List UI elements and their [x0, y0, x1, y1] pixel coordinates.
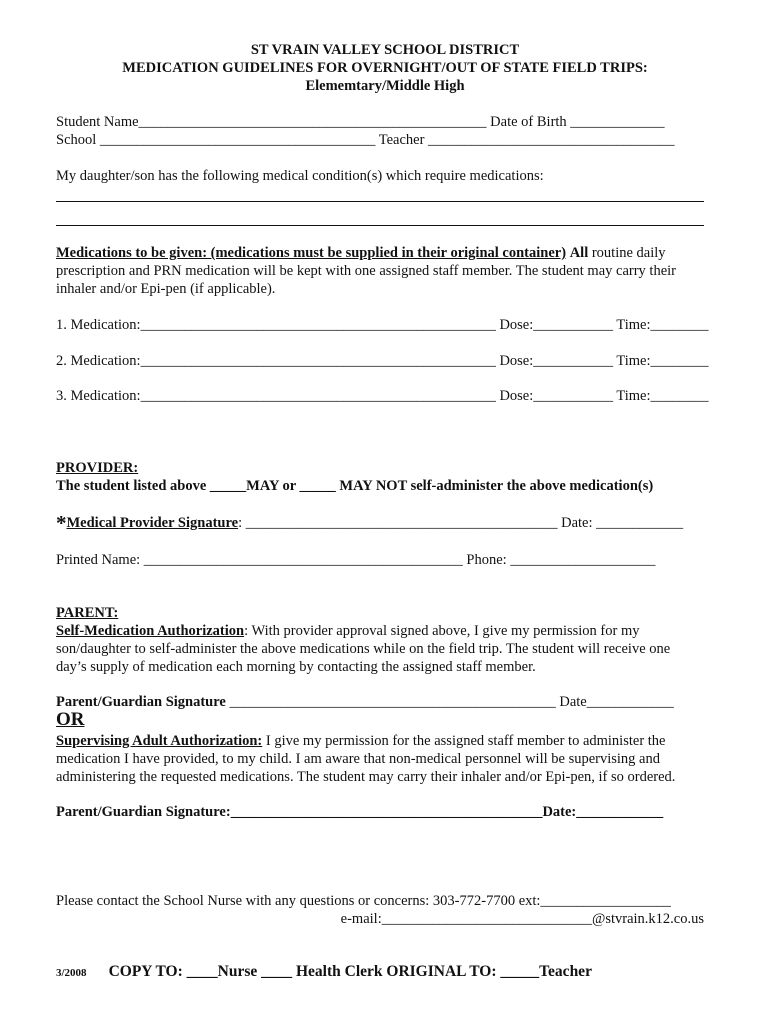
- medical-provider-signature-label: Medical Provider Signature: [66, 515, 239, 531]
- copy-distribution: COPY TO: ____Nurse ____ Health Clerk ORIGINAL TO: _____Teacher: [108, 963, 592, 980]
- medical-condition-prompt: My daughter/son has the following medical condition(s) which require medications:: [56, 168, 544, 184]
- parent-signature-rest-2: :___________________________________________Date:____________: [225, 804, 664, 820]
- medications-all: All: [569, 245, 589, 261]
- nurse-contact-line[interactable]: Please contact the School Nurse with any questions or concerns: 303-772-7700 ext:__________________: [56, 893, 671, 909]
- medication-row-3[interactable]: 3. Medication:_________________________________________________ Dose:___________ Time:________: [56, 388, 709, 404]
- supervising-adult-text: I give my permission for the assigned staff member to administer the medication I have provided, to my child. I am aware that non-medical personnel will be supervising and administering the requested medications. The student may carry their inhaler and/or Epi-pen, if so ordered.: [56, 733, 676, 785]
- footer-copy-line: [56, 963, 704, 982]
- parent-signature-field-2[interactable]: [56, 803, 704, 821]
- required-star: *: [56, 511, 67, 535]
- supervising-adult-authorization: [56, 732, 704, 786]
- nurse-email-line[interactable]: e-mail:_____________________________@stvrain.k12.co.us: [340, 911, 704, 927]
- medications-instructions: [56, 244, 704, 298]
- self-medication-label: Self-Medication Authorization: [56, 623, 245, 639]
- medications-rest: routine daily prescription and PRN medication will be kept with one assigned staff member. The student may carry their inhaler and/or Epi-pen (if applicable).: [56, 245, 676, 297]
- supervising-adult-label: Supervising Adult Authorization:: [56, 733, 263, 749]
- or-separator: [56, 711, 704, 730]
- student-name-dob-field[interactable]: Student Name________________________________________________ Date of Birth _____________: [56, 114, 665, 130]
- medication-row-1[interactable]: 1. Medication:_________________________________________________ Dose:___________ Time:________: [56, 317, 709, 333]
- medication-row-2[interactable]: 2. Medication:_________________________________________________ Dose:___________ Time:________: [56, 353, 709, 369]
- condition-line-1[interactable]: [56, 201, 704, 202]
- district-title: ST VRAIN VALLEY SCHOOL DISTRICT: [250, 42, 520, 58]
- form-subtitle: Elememtary/Middle High: [305, 78, 465, 94]
- parent-signature-field-1[interactable]: [56, 693, 704, 711]
- condition-line-2[interactable]: [56, 225, 704, 226]
- printed-name-phone-field[interactable]: Printed Name: ____________________________________________ Phone: ____________________: [56, 552, 656, 568]
- self-medication-text: : With provider approval signed above, I give my permission for my son/daughter to self-administer the above medications while on the field trip. The student will receive one day’s supply of medication each morning by contacting the assigned staff member.: [56, 623, 671, 675]
- parent-signature-label-2: Parent/Guardian Signature: [56, 804, 226, 820]
- medical-provider-signature-field[interactable]: [56, 511, 704, 535]
- or-label: OR: [56, 709, 85, 730]
- school-teacher-field[interactable]: School ______________________________________ Teacher __________________________________: [56, 132, 675, 148]
- medical-provider-signature-rest: : ___________________________________________ Date: ____________: [238, 515, 684, 531]
- parent-signature-rest-1: _____________________________________________ Date____________: [225, 694, 674, 710]
- parent-heading: PARENT:: [56, 605, 119, 621]
- parent-signature-label-1: Parent/Guardian Signature: [56, 694, 226, 710]
- medications-heading: Medications to be given: (medications must be supplied in their original container): [56, 245, 567, 261]
- self-medication-authorization: [56, 622, 704, 676]
- provider-heading: PROVIDER:: [56, 460, 139, 476]
- provider-self-administer-statement[interactable]: The student listed above _____MAY or _____ MAY NOT self-administer the above medication(s): [56, 478, 654, 494]
- form-revision-date: 3/2008: [56, 967, 87, 979]
- form-title: MEDICATION GUIDELINES FOR OVERNIGHT/OUT OF STATE FIELD TRIPS:: [122, 60, 648, 76]
